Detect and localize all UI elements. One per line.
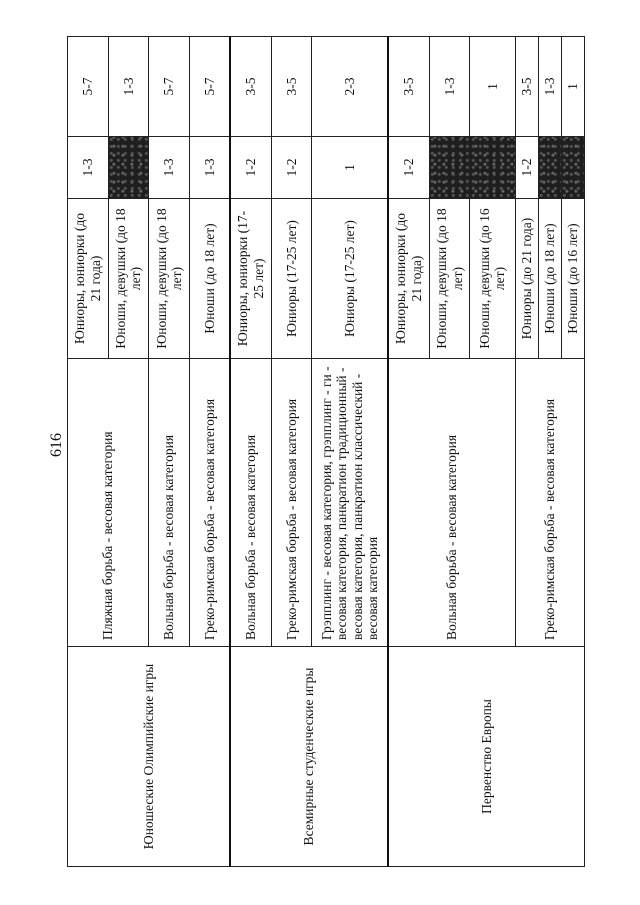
discipline: Вольная борьба - весовая категория <box>388 359 515 647</box>
rank-range: 3-5 <box>388 37 429 137</box>
rank-range: 3-5 <box>271 37 312 137</box>
place-range: 1-2 <box>271 137 312 199</box>
age-group: Юниоры (17-25 лет) <box>312 199 388 359</box>
place-range: 1-3 <box>149 137 190 199</box>
age-group: Юниоры, юниорки (до 21 года) <box>68 199 109 359</box>
shaded-cell <box>108 137 149 199</box>
discipline: Грэпплинг - весовая категория, грэпплинг - ги - весовая категория, панкратион традиционный - весовая категория, панкратион классический - весовая категория <box>312 359 388 647</box>
rank-range: 1-3 <box>108 37 149 137</box>
discipline: Греко-римская борьба - весовая категория <box>189 359 230 647</box>
table-row <box>388 37 429 867</box>
place-range: 1-3 <box>189 137 230 199</box>
rank-range: 3-5 <box>230 37 271 137</box>
age-group: Юниоры, юниорки (17-25 лет) <box>230 199 271 359</box>
age-group: Юноши (до 16 лет) <box>561 199 584 359</box>
discipline: Вольная борьба - весовая категория <box>149 359 190 647</box>
age-group: Юноши, девушки (до 18 лет) <box>429 199 470 359</box>
discipline: Греко-римская борьба - весовая категория <box>271 359 312 647</box>
rank-range: 1-3 <box>429 37 470 137</box>
age-group: Юниоры, юниорки (до 21 года) <box>388 199 429 359</box>
age-group: Юноши, девушки (до 18 лет) <box>149 199 190 359</box>
place-range: 1-2 <box>388 137 429 199</box>
age-group: Юноши, девушки (до 18 лет) <box>108 199 149 359</box>
shaded-cell <box>429 137 470 199</box>
rank-range: 1 <box>470 37 515 137</box>
place-range: 1 <box>312 137 388 199</box>
page-number: 616 <box>48 433 65 457</box>
rank-range: 5-7 <box>149 37 190 137</box>
rank-range: 5-7 <box>68 37 109 137</box>
age-group: Юниоры (до 21 года) <box>515 199 538 359</box>
event-name: Первенство Европы <box>388 647 584 867</box>
rank-range: 2-3 <box>312 37 388 137</box>
shaded-cell <box>561 137 584 199</box>
place-range: 1-2 <box>515 137 538 199</box>
discipline: Вольная борьба - весовая категория <box>230 359 271 647</box>
table-row <box>68 37 109 867</box>
discipline: Греко-римская борьба - весовая категория <box>515 359 585 647</box>
rank-range: 1 <box>561 37 584 137</box>
discipline: Пляжная борьба - весовая категория <box>68 359 149 647</box>
place-range: 1-3 <box>68 137 109 199</box>
sports-ranks-table <box>67 36 585 867</box>
shaded-cell <box>470 137 515 199</box>
shaded-cell <box>538 137 561 199</box>
place-range: 1-2 <box>230 137 271 199</box>
event-name: Всемирные студенческие игры <box>230 647 388 867</box>
age-group: Юниоры (17-25 лет) <box>271 199 312 359</box>
age-group: Юноши, девушки (до 16 лет) <box>470 199 515 359</box>
event-name: Юношеские Олимпийские игры <box>68 647 231 867</box>
rank-range: 3-5 <box>515 37 538 137</box>
rank-range: 5-7 <box>189 37 230 137</box>
age-group: Юноши (до 18 лет) <box>189 199 230 359</box>
rank-range: 1-3 <box>538 37 561 137</box>
age-group: Юноши (до 18 лет) <box>538 199 561 359</box>
table-row <box>230 37 271 867</box>
